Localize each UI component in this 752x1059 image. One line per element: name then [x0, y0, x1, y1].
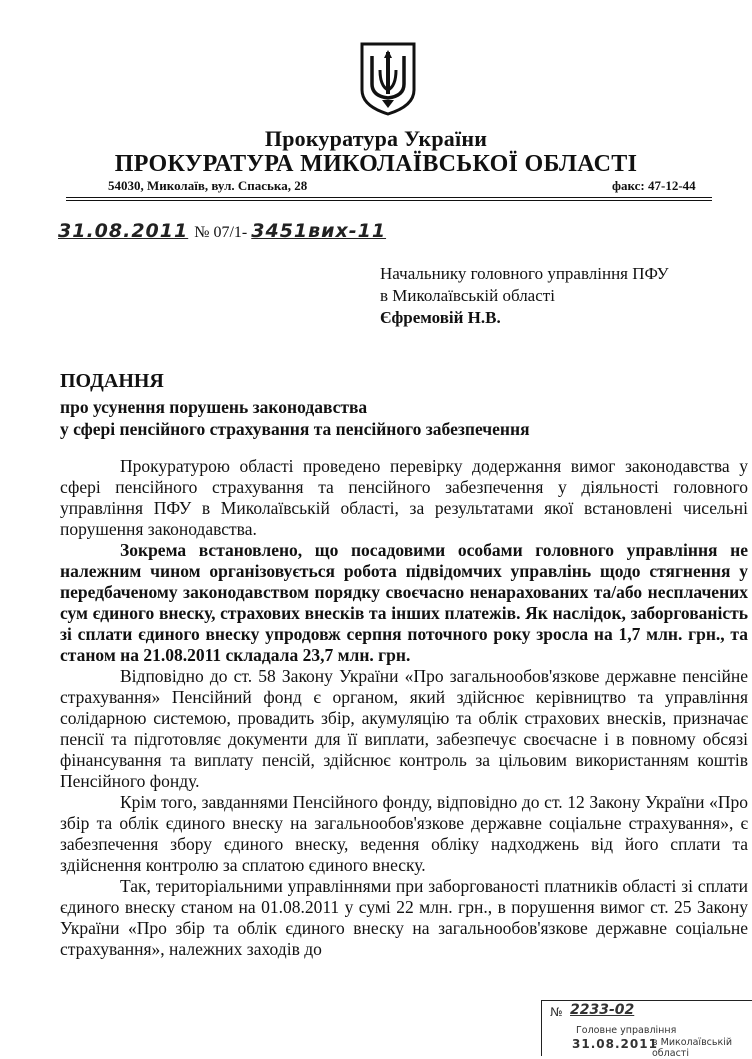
paragraph: Прокуратурою області проведено перевірку додержання вимог законодавства у сфері пенсійного страхування та пенсійного забезпечення у діяльності головного управління ПФУ в Миколаївській області, за результатами якої встановлені чисельні порушення законодавства.: [60, 456, 748, 539]
header-fax: факс: 47-12-44: [612, 178, 696, 193]
header-address: 54030, Миколаїв, вул. Спаська, 28: [108, 178, 308, 193]
outgoing-date: 31.08.2011: [58, 220, 189, 242]
stamp-no: №: [550, 1005, 563, 1019]
paragraph-bold: Зокрема встановлено, що посадовими особами головного управління не належним чином організовується робота підвідомчих управлінь щодо стягнення у передбаченому законодавством порядку своєчасно ненарахованих та/або несплачених сум єдиного внеску, страхових внесків та інших платежів. Як наслідок, заборгованість зі сплати єдиного внеску упродовж серпня поточного року зросла на 1,7 млн. грн., та станом на 21.08.2011 складала 23,7 млн. грн.: [60, 540, 748, 665]
paragraph: Так, територіальними управліннями при заборгованості платників області зі сплати єдиного внеску станом на 01.08.2011 у сумі 22 млн. грн., в порушення вимог ст. 25 Закону України «Про збір та облік єдиного внеску на загальнообов'язкове державне соціальне страхування», належних заходів до: [60, 876, 748, 959]
document-body: [60, 456, 748, 960]
stamp-number: 2233-02: [570, 1002, 635, 1018]
header-rule-thin: [66, 200, 712, 201]
header-line1: Прокуратура України: [264, 126, 488, 151]
trident-coat-of-arms-icon: [358, 40, 418, 116]
addressee-block: [380, 263, 669, 329]
header-rule: [66, 197, 712, 198]
paragraph: Відповідно до ст. 58 Закону України «Про загальнообов'язкове державне пенсійне страхування» Пенсійний фонд є органом, який здійснює керівництво та управління солідарною системою, провадить збір, акумуляцію та облік страхових внесків, призначає пенсії та підготовляє документи для її виплати, забезпечує своєчасне і в повному обсязі фінансування та виплату пенсій, здійснює контроль за цільовим використанням коштів Пенсійного фонду.: [60, 666, 748, 791]
document-title: ПОДАННЯ: [60, 370, 164, 392]
stamp-line4: в Миколаївській області: [652, 1037, 733, 1059]
header-line2: ПРОКУРАТУРА МИКОЛАЇВСЬКОЇ ОБЛАСТІ: [114, 151, 638, 177]
addressee-line2: в Миколаївській області: [380, 286, 555, 305]
stamp-line2: Головне управління: [576, 1025, 677, 1036]
outgoing-prefix: № 07/1-: [194, 224, 248, 241]
subtitle-line2: у сфері пенсійного страхування та пенсійного забезпечення: [60, 419, 530, 439]
registration-stamp: [541, 1000, 752, 1059]
addressee-line1: Начальнику головного управління ПФУ: [380, 264, 669, 283]
outgoing-number-handwritten: 3451вих-11: [251, 220, 387, 242]
subtitle-line1: про усунення порушень законодавства: [60, 397, 368, 417]
addressee-name: Єфремовій Н.В.: [380, 308, 501, 327]
stamp-date: 31.08.2011: [572, 1037, 658, 1051]
document-subtitle: [60, 396, 530, 440]
outgoing-number: [58, 220, 386, 242]
paragraph: Крім того, завданнями Пенсійного фонду, відповідно до ст. 12 Закону України «Про збір та облік єдиного внеску на загальнообов'язкове державне соціальне страхування», є забезпечення збору єдиного внеску, ведення обліку надходжень від його сплати та здійснення контролю за сплатою єдиного внеску.: [60, 792, 748, 875]
